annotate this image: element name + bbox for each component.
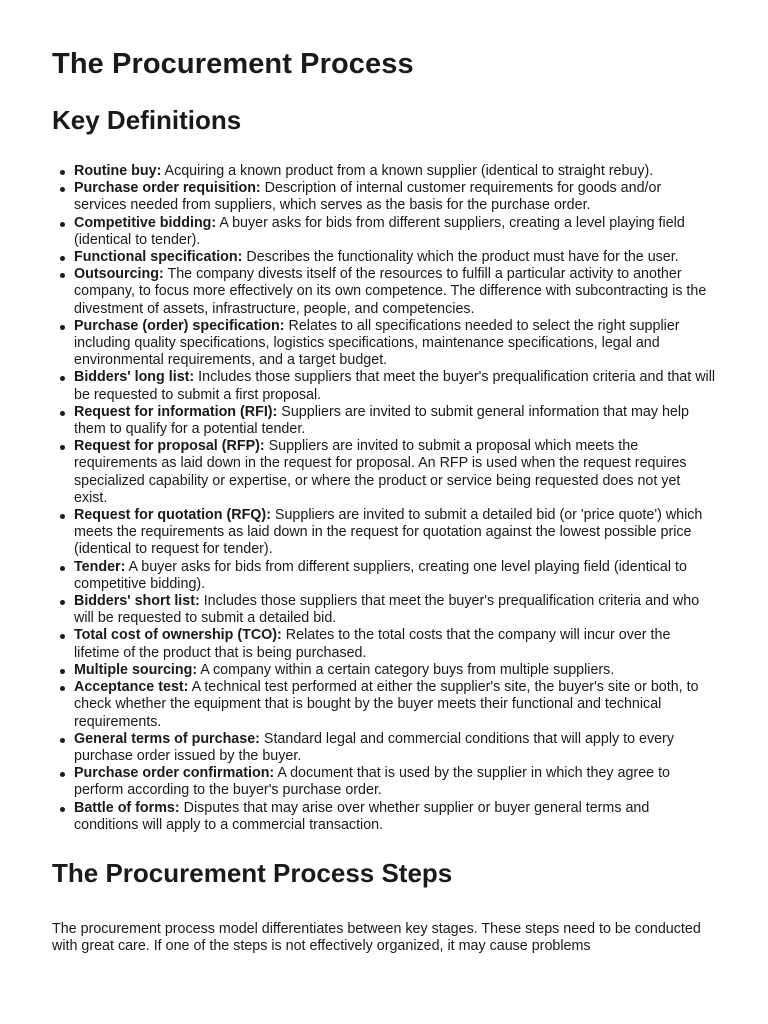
definition-item	[74, 593, 716, 627]
definition-item	[74, 765, 716, 799]
definition-item	[74, 627, 716, 661]
definition-text: Suppliers are invited to submit a detailed bid (or 'price quote') which meets the requirements as laid down in the request for quotation against the lowest possible price (identical to request for tender).	[74, 507, 703, 558]
definition-text: Acquiring a known product from a known supplier (identical to straight rebuy).	[161, 163, 654, 179]
definition-text: A technical test performed at either the supplier's site, the buyer's site or both, to check whether the equipment that is bought by the buyer meets their functional and technical requirements.	[74, 679, 699, 730]
definition-item	[74, 438, 716, 507]
definition-term: Total cost of ownership (TCO):	[74, 627, 282, 644]
definition-item	[74, 266, 716, 318]
definition-item	[74, 662, 716, 679]
definition-text: Relates to all specifications needed to select the right supplier including quality specifications, logistics specifications, maintenance specifications, legal and environmental requirements, and a target budget.	[74, 317, 680, 369]
definition-item	[74, 318, 716, 370]
definition-text: Description of internal customer requirements for goods and/or services needed from suppliers, which serves as the basis for the purchase order.	[74, 180, 662, 214]
definition-term: Request for quotation (RFQ):	[74, 507, 271, 524]
definition-text: Relates to the total costs that the company will incur over the lifetime of the product that is being purchased.	[74, 627, 671, 661]
definition-term: Battle of forms:	[74, 799, 180, 816]
definition-text: Suppliers are invited to submit a proposal which meets the requirements as laid down in the request for proposal. An RFP is used when the request requires specialized capability or expertise, or where the product or service being requested does not yet exist.	[74, 438, 687, 506]
definition-term: Bidders' short list:	[74, 593, 200, 610]
definition-item	[74, 404, 716, 438]
definition-item	[74, 559, 716, 593]
definition-text: Suppliers are invited to submit general information that may help them to qualify for a potential tender.	[74, 403, 689, 438]
definition-item	[74, 369, 716, 403]
definition-item	[74, 507, 716, 559]
definition-item	[74, 163, 716, 180]
definition-term: Purchase order requisition:	[74, 180, 261, 197]
key-definitions-heading: Key Definitions	[52, 105, 242, 135]
definition-term: Functional specification:	[74, 249, 243, 266]
definition-term: Request for information (RFI):	[74, 403, 278, 420]
definition-text: Includes those suppliers that meet the buyer's prequalification criteria and who will be requested to submit a detailed bid.	[74, 593, 700, 627]
definition-item	[74, 679, 716, 731]
definition-item	[74, 180, 716, 214]
definition-term: Acceptance test:	[74, 679, 189, 696]
definition-text: A company within a certain category buys from multiple suppliers.	[197, 661, 615, 678]
definition-term: Tender:	[74, 558, 126, 575]
definition-text: Describes the functionality which the product must have for the user.	[242, 249, 679, 266]
definition-term: Bidders' long list:	[74, 369, 195, 386]
definition-text: Includes those suppliers that meet the buyer's prequalification criteria and that will be requested to submit a first proposal.	[74, 369, 716, 403]
page-title: The Procurement Process	[52, 48, 414, 80]
definition-item	[74, 731, 716, 765]
definition-text: The company divests itself of the resources to fulfill a particular activity to another company, to focus more effectively on its own competence. The difference with subcontracting is the divestment of assets, infrastructure, people, and competencies.	[74, 266, 707, 317]
definition-term: Request for proposal (RFP):	[74, 438, 265, 455]
definition-term: Competitive bidding:	[74, 214, 217, 231]
definition-text: Disputes that may arise over whether supplier or buyer general terms and conditions will apply to a commercial transaction.	[74, 799, 650, 833]
definition-text: A buyer asks for bids from different suppliers, creating a level playing field (identical to tender).	[74, 214, 685, 248]
definition-text: Standard legal and commercial conditions that will apply to every purchase order issued by the buyer.	[74, 730, 674, 764]
definition-term: Routine buy:	[74, 163, 162, 179]
definition-item	[74, 215, 716, 249]
definition-term: Multiple sourcing:	[74, 661, 198, 678]
definition-item	[74, 249, 716, 266]
definition-term: Outsourcing:	[74, 266, 164, 283]
definition-term: Purchase order confirmation:	[74, 765, 275, 782]
definition-text: A buyer asks for bids from different suppliers, creating one level playing field (identical to competitive bidding).	[74, 558, 687, 592]
process-steps-heading: The Procurement Process Steps	[52, 857, 453, 888]
definitions-list	[52, 163, 716, 834]
steps-intro-paragraph: The procurement process model differentiates between key stages. These steps need to be conducted with great care. If one of the steps is not effectively organized, it may cause problems	[52, 920, 701, 955]
definition-item	[74, 800, 716, 834]
definition-text: A document that is used by the supplier in which they agree to perform according to the buyer's purchase order.	[74, 765, 670, 799]
definition-term: General terms of purchase:	[74, 730, 260, 747]
definition-term: Purchase (order) specification:	[74, 317, 285, 334]
